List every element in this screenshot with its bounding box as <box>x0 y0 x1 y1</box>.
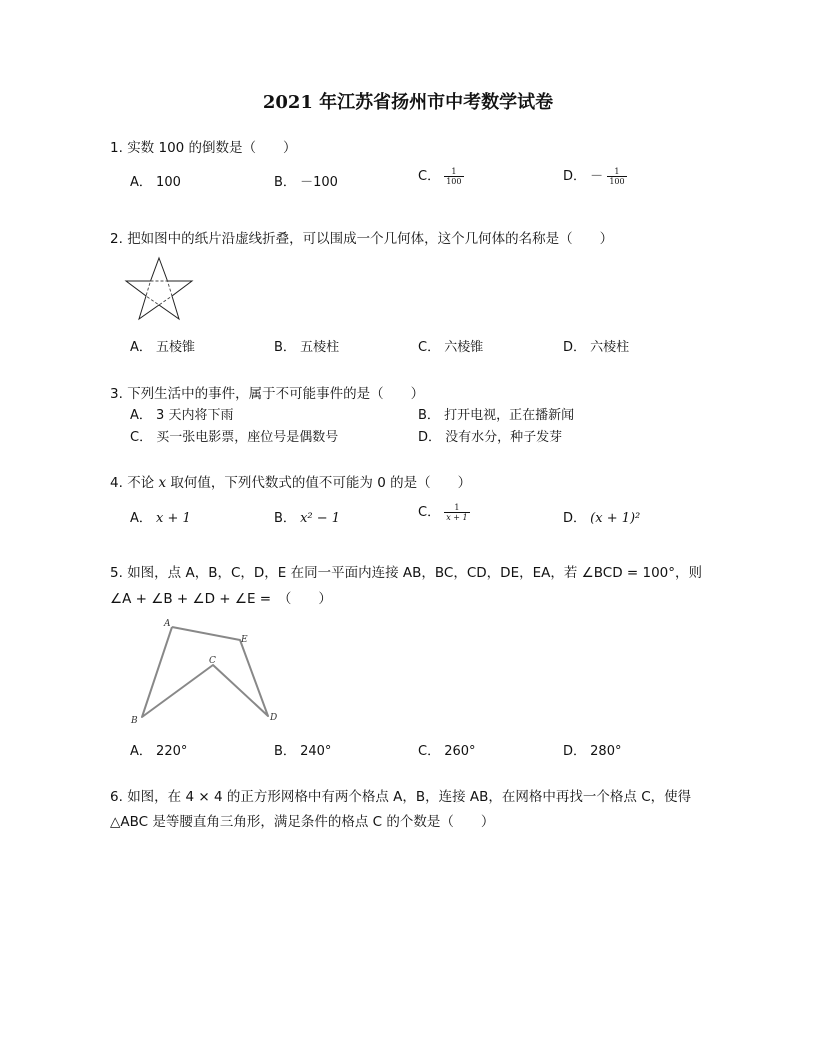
fraction <box>444 503 469 522</box>
question-stem: 实数 100 的倒数是（ ） <box>127 140 297 156</box>
fraction-denominator: 100 <box>446 177 462 186</box>
option-d <box>418 426 562 445</box>
option-letter: A． <box>130 744 152 759</box>
question-number: 4. <box>110 475 123 491</box>
question-stem: 下列生活中的事件，属于不可能事件的是（ ） <box>127 386 425 402</box>
option-text: －100 <box>300 175 338 190</box>
option-a <box>130 404 233 423</box>
label-d: D <box>270 713 278 723</box>
option-letter: C． <box>418 744 441 759</box>
option-letter: B． <box>418 408 440 423</box>
option-text: 280° <box>590 744 622 759</box>
option-letter: A． <box>130 175 152 190</box>
option-letter: D． <box>563 169 587 184</box>
option-b <box>274 507 340 526</box>
option-a <box>130 336 195 355</box>
option-letter: B． <box>274 175 296 190</box>
option-expression: x² − 1 <box>300 511 341 526</box>
option-text: 买一张电影票，座位号是偶数号 <box>156 430 339 445</box>
question-6 <box>110 785 691 805</box>
star-fold-icon <box>122 256 196 324</box>
option-letter: A． <box>130 408 152 423</box>
option-letter: A． <box>130 511 152 526</box>
option-c <box>418 501 470 522</box>
option-c <box>418 165 464 186</box>
option-b <box>274 171 338 190</box>
option-d <box>563 740 621 759</box>
option-c <box>130 426 338 445</box>
option-text: 260° <box>444 744 476 759</box>
question-number: 1. <box>110 140 123 156</box>
option-d <box>563 336 629 355</box>
option-text: 240° <box>300 744 332 759</box>
option-letter: B． <box>274 511 296 526</box>
option-text: 六棱锥 <box>444 340 484 355</box>
question-4 <box>110 471 471 491</box>
fraction-denominator: x + 1 <box>446 513 468 522</box>
option-b <box>418 404 574 423</box>
option-a <box>130 507 191 526</box>
question-3 <box>110 382 424 402</box>
option-expression: x + 1 <box>156 511 191 526</box>
option-letter: C． <box>418 340 441 355</box>
question-stem-line-1: 如图，在 4 × 4 的正方形网格中有两个格点 A，B，连接 AB，在网格中再找一个格点 C，使得 <box>127 789 692 805</box>
option-letter: C． <box>418 505 441 520</box>
option-letter: D． <box>563 744 587 759</box>
option-b <box>274 336 339 355</box>
label-b: B <box>131 716 138 726</box>
question-number: 5. <box>110 565 123 581</box>
fraction <box>607 167 626 186</box>
option-text: 3 天内将下雨 <box>156 408 234 423</box>
fraction-numerator: 1 <box>454 503 460 512</box>
option-text: 六棱柱 <box>590 340 630 355</box>
question-5 <box>110 561 702 581</box>
option-text: 220° <box>156 744 188 759</box>
option-text: 五棱锥 <box>156 340 196 355</box>
option-text: 没有水分，种子发芽 <box>445 430 563 445</box>
label-a: A <box>164 619 171 629</box>
pentagon-figure <box>126 615 286 727</box>
option-letter: C． <box>418 169 441 184</box>
question-number: 3. <box>110 386 123 402</box>
question-stem-line-1: 如图，点 A，B，C，D，E 在同一平面内连接 AB，BC，CD，DE，EA，若 ∠BCD = 100°，则 <box>127 565 703 581</box>
option-letter: D． <box>563 340 587 355</box>
page-title: 2021 年江苏省扬州市中考数学试卷 <box>262 92 554 113</box>
option-d <box>563 165 627 186</box>
option-text: 100 <box>156 175 181 190</box>
fraction <box>444 167 463 186</box>
fraction-numerator: 1 <box>451 167 457 176</box>
option-letter: D． <box>418 430 442 445</box>
option-c <box>418 336 483 355</box>
question-number: 6. <box>110 789 123 805</box>
fraction-denominator: 100 <box>609 177 625 186</box>
question-6-line-2: △ABC 是等腰直角三角形，满足条件的格点 C 的个数是（ ） <box>110 814 495 830</box>
option-letter: C． <box>130 430 153 445</box>
minus-sign: － <box>590 169 604 184</box>
question-stem: 把如图中的纸片沿虚线折叠，可以围成一个几何体，这个几何体的名称是（ ） <box>127 231 614 247</box>
option-d <box>563 507 640 526</box>
question-1 <box>110 136 297 156</box>
question-number: 2. <box>110 231 123 247</box>
label-c: C <box>209 656 216 666</box>
option-c <box>418 740 476 759</box>
label-e: E <box>241 635 248 645</box>
option-a <box>130 171 181 190</box>
question-5-line-2: ∠A + ∠B + ∠D + ∠E = （ ） <box>110 591 332 607</box>
option-a <box>130 740 187 759</box>
question-stem-part: 不论 <box>127 475 155 491</box>
option-text: 打开电视，正在播新闻 <box>444 408 575 423</box>
fraction-numerator: 1 <box>614 167 620 176</box>
option-letter: B． <box>274 744 296 759</box>
option-text: 五棱柱 <box>300 340 340 355</box>
question-stem-part: 取何值，下列代数式的值不可能为 0 的是（ ） <box>170 475 472 491</box>
variable-x: x <box>158 475 167 491</box>
option-letter: B． <box>274 340 296 355</box>
option-letter: D． <box>563 511 587 526</box>
option-b <box>274 740 331 759</box>
option-letter: A． <box>130 340 152 355</box>
question-2 <box>110 227 613 247</box>
option-expression: (x + 1)² <box>590 511 641 526</box>
